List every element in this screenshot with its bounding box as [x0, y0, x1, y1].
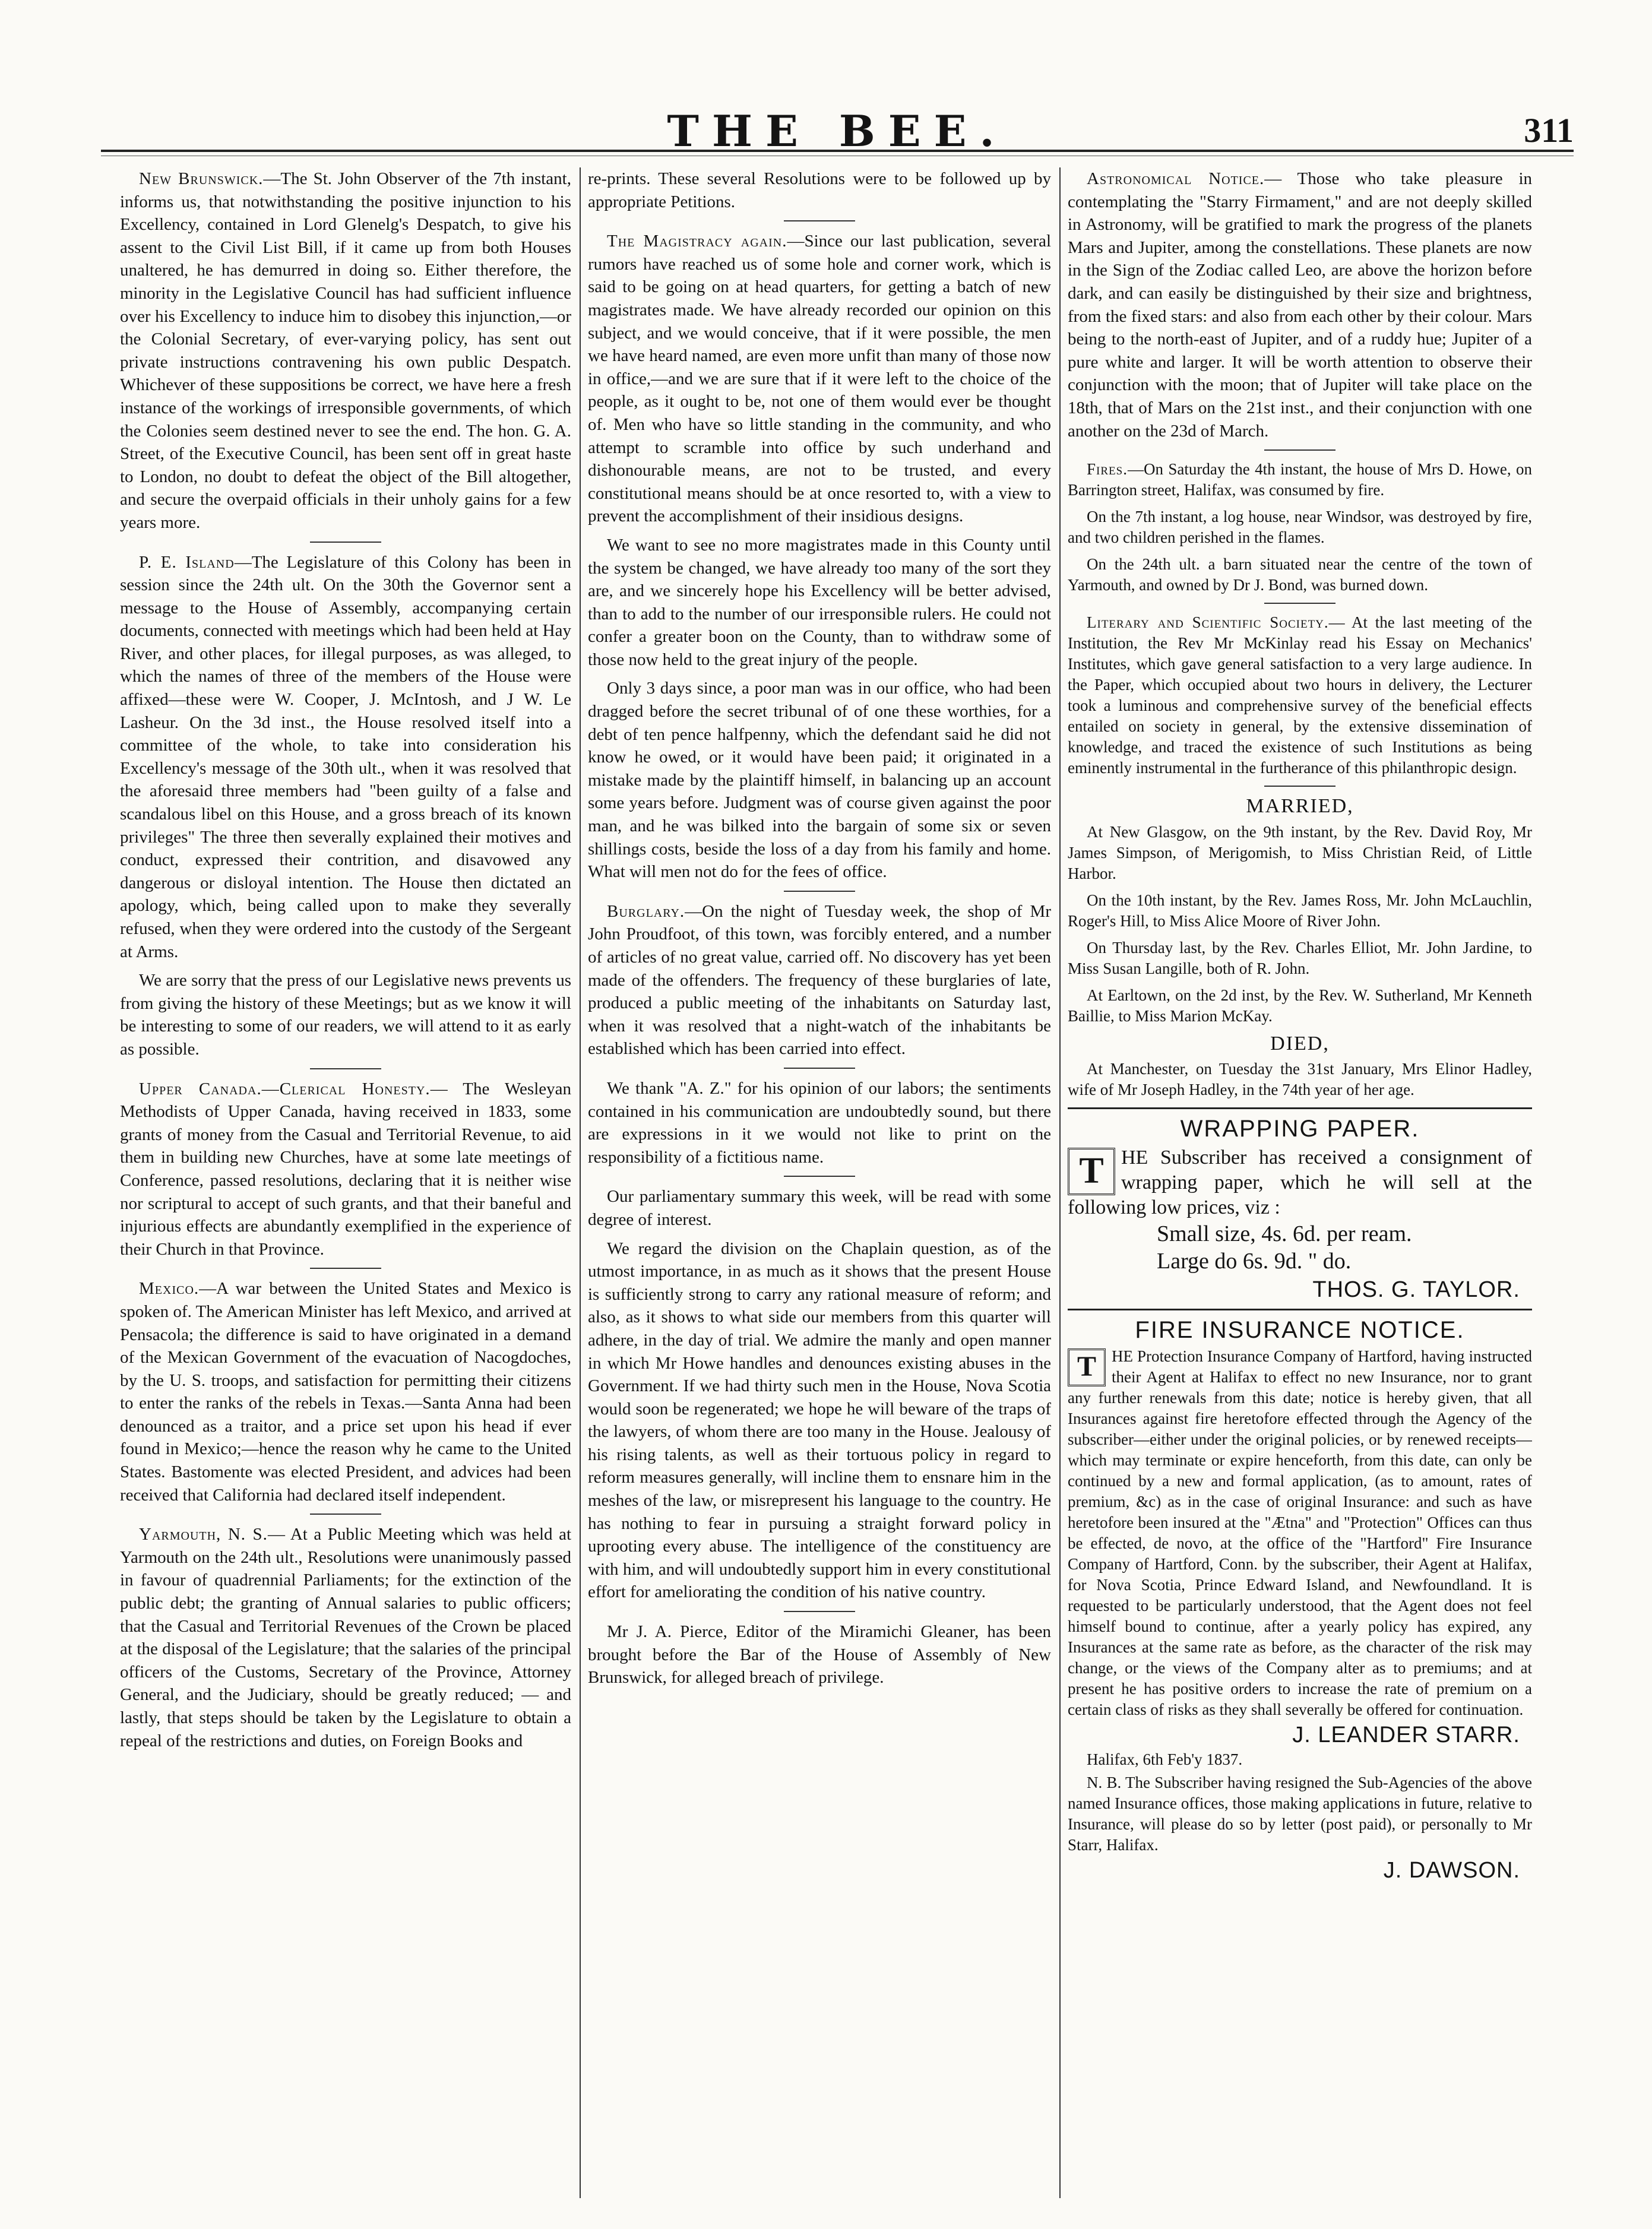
article-heading: P. E. Island: [139, 552, 235, 572]
article-new-brunswick: [120, 167, 571, 534]
separator: [1068, 1107, 1532, 1109]
article-body: —A war between the United States and Mexico is spoken of. The American Minister has left Mexico, and arrived at Pensacola; the difference is said to have originated in a demand of the Mexican Government of the evacuation of Nacogdoches, by the U. S. troops, and satisfaction for permitting their citizens to enter the ranks of the rebels in Texas.—Santa Anna had been denounced as a traitor, and a price set upon his head if ever found in Mexico;—hence the reason why he came to the United States. Bastomente was elected President, and advices had been received that California had declared itself independent.: [120, 1279, 571, 1505]
article-body: — The Wesleyan Methodists of Upper Canada, having received in 1833, some grants of money from the Casual and Territorial Revenue, to aid them in building new Churches, have at some late meetings of Conference, passed resolutions, declaring that it is neither wise nor scriptural to accept of such grants, and that their baneful and injurious effects are abundantly exemplified in the experience of their Church in that Province.: [120, 1079, 571, 1259]
article-magistracy: [588, 230, 1051, 528]
wrapping-paper-ad: [1068, 1145, 1532, 1220]
article-body: —On Saturday the 4th instant, the house of Mrs D. Howe, on Barrington street, Halifax, was consumed by fire.: [1068, 460, 1532, 499]
article-yarmouth: [120, 1523, 571, 1752]
article-pierce: Mr J. A. Pierce, Editor of the Miramichi Gleaner, has been brought before the Bar of the House of Assembly of New Brunswick, for alleged breach of privilege.: [588, 1622, 1051, 1687]
notice-text: HE Protection Insurance Company of Hartford, having instructed their Agent at Halifax to effect no new Insurance, nor to grant any further renewals from this date; notice is hereby given, that all Insurances against fire heretofore effected through the Agency of the subscriber—either under the original policies, or by renewed receipts—which may terminate or expire henceforth, from this date, can only be continued by a new and formal application, (as to amount, rates of premium, &c) as in the case of original Insurance: and such as have heretofore been insured at the "Ætna" and "Protection" Offices can thus be effected, de novo, at the office of the "Hartford" Fire Insurance Company of Hartford, Conn. by the subscriber, their Agent at Halifax, for Nova Scotia, Prince Edward Island, and Newfoundland. It is requested to be particularly understood, that the Agent does not feel himself bound to continue, after a yearly policy has expired, any Insurances at the same rate as before, as the character of the risk may change, or the views of the Company alter as to premiums; and at present he has positive orders to increase the rate of premium on a certain class of risks as they shall severally be offered for continuation.: [1068, 1347, 1532, 1719]
died-notices: [1068, 1059, 1532, 1100]
married-heading: MARRIED,: [1246, 795, 1354, 818]
article-paragraph: We are sorry that the press of our Legislative news prevents us from giving the history of these Meetings; but as we know it will be interesting to some of our readers, we will attend to it as early as possible.: [120, 971, 571, 1059]
separator: [784, 891, 855, 892]
article-paragraph: [1068, 459, 1532, 501]
married-entry: On the 10th instant, by the Rev. James Ross, Mr. John McLauchlin, Roger's Hill, to Miss Alice Moore of River John.: [1068, 891, 1532, 930]
article-body: —Since our last publication, several rumors have reached us of some hole and corner work, which is said to be going on at head quarters, for getting a batch of new magistrates made. We have already recorded our opinion on this subject, and we would conceive, that if it were possible, the men we have heard named, are even more unfit than many of those now in office,—and we are sure that if it were left to the choice of the people, as it ought to be, not one of them would ever be thought of. Men who have so little standing in the community, and who attempt to scramble into office by such underhand and dishonourable means, are not to be trusted, and every constitutional means should be at once resorted to, with a view to prevent the accomplishment of their insidious designs.: [588, 232, 1051, 526]
fire-insurance-notice: [1068, 1346, 1532, 1720]
article-paragraph: [1068, 612, 1532, 778]
article-body: —The Legislature of this Colony has been in session since the 24th ult. On the 30th the Governor sent a message to the House of Assembly, accompanying certain documents, connected with meetings which had been held at Hay River, and other places, for illegal purposes, as was alleged, to which the names of three of the members of the House were affixed—these were W. Cooper, J. McIntosh, and J W. Le Lasheur. On the 3d inst., the House resolved itself into a committee of the whole, to take into consideration his Excellency's message of the 30th ult., when it was resolved that the aforesaid three members had "been guilty of a false and scandalous libel on this House, and a gross breach of its known privileges" The three then severally explained their motives and conduct, expressed their contrition, and disavowed any dangerous or disloyal intention. The House then dictated an apology, which, being called upon to make they severally refused, when they were ordered into the custody of the Sergeant at Arms.: [120, 552, 571, 961]
price-large: Large do 6s. 9d. " do.: [1157, 1248, 1352, 1274]
article-heading: Upper Canada.—Clerical Honesty.: [139, 1079, 431, 1098]
masthead-rule: [101, 150, 1574, 152]
separator: [784, 220, 855, 221]
column-2: [588, 167, 1051, 2198]
ad-text: HE Subscriber has received a consignment of wrapping paper, which he will sell at the following low prices, viz :: [1068, 1146, 1532, 1218]
article-paragraph: We want to see no more magistrates made in this County until the system be changed, we have already too many of the sort they are, and we sincerely hope his Excellency will be better advised, than to add to the number of our irresponsible rulers. He could not confer a greater boon on the County, than to withdraw some of those now held to the great injury of the people.: [588, 535, 1051, 669]
article-heading: The Magistracy again.: [607, 232, 787, 251]
separator: [784, 1611, 855, 1612]
separator: [784, 1176, 855, 1177]
died-heading: DIED,: [1270, 1032, 1330, 1055]
separator: [1264, 786, 1335, 787]
article-pei: [120, 551, 571, 964]
drop-cap: T: [1068, 1148, 1115, 1195]
separator: [1068, 1309, 1532, 1310]
notice-date: Halifax, 6th Feb'y 1837.: [1087, 1750, 1243, 1768]
married-entry: At New Glasgow, on the 9th instant, by the Rev. David Roy, Mr James Simpson, of Merigomish, to Miss Christian Reid, of Little Harbor.: [1068, 822, 1532, 882]
wrapping-paper-title: WRAPPING PAPER.: [1180, 1116, 1420, 1142]
column-divider-2: [1059, 167, 1061, 2198]
newspaper-title: THE BEE.: [667, 106, 1008, 156]
drop-cap: T: [1068, 1348, 1106, 1386]
separator: [784, 1068, 855, 1069]
fire-insurance-title: FIRE INSURANCE NOTICE.: [1135, 1316, 1465, 1343]
article-heading: Yarmouth, N. S.: [139, 1525, 268, 1544]
masthead: [101, 106, 1574, 159]
died-entry: At Manchester, on Tuesday the 31st January, Mrs Elinor Hadley, wife of Mr Joseph Hadley, in the 74th year of her age.: [1068, 1060, 1532, 1099]
married-notices: [1068, 822, 1532, 1027]
article-paragraph: On the 24th ult. a barn situated near the centre of the town of Yarmouth, and owned by Dr J. Bond, was burned down.: [1068, 555, 1532, 594]
article-paragraph: On the 7th instant, a log house, near Windsor, was destroyed by fire, and two children perished in the flames.: [1068, 508, 1532, 547]
separator: [310, 1068, 381, 1069]
article-astronomical: [1068, 167, 1532, 442]
article-body: —The St. John Observer of the 7th instant, informs us, that notwithstanding the positive injunction to his Excellency, contained in Lord Glenelg's Despatch, to give his assent to the Civil List Bill, if it came up from both Houses unaltered, he has demurred in doing so. Either therefore, the minority in the Legislative Council has had sufficient influence over his Excellency to induce him to disobey this injunction,—or the Colonial Secretary, of ever-varying policy, has sent out private instructions contravening his own public Despatch. Whichever of these suppositions be correct, we have here a fresh instance of the workings of irresponsible governments, of which the Colonies seem destined never to see the end. The hon. G. A. Street, of the Executive Council, has been sent off in great haste to London, no doubt to defeat the object of the Bill altogether, and secure the overpaid officials in their unholy gains for a few years more.: [120, 169, 571, 532]
price-small: Small size, 4s. 6d. per ream.: [1157, 1221, 1412, 1246]
article-body: — At a Public Meeting which was held at Yarmouth on the 24th ult., Resolutions were unanimously passed in favour of quadrennial Parliaments; for the extinction of the public debt; the granting of Annual salaries to public officers; that the Casual and Territorial Revenues of the Crown be placed at the disposal of the Legislature; that the salaries of the principal officers of the Customs, Secretary of the Province, Attorney General, and the Judiciary, should be greatly reduced; — and lastly, that steps should be taken by the Legislature to obtain a repeal of the restrictions and duties, on Foreign Books and: [120, 1525, 571, 1750]
separator: [310, 1514, 381, 1515]
article-body: — At the last meeting of the Institution, the Rev Mr McKinlay read his Essay on Mechanics' Institutes, which gave general satisfaction to a very large audience. In the Paper, which occupied about two hours in delivery, the Lecturer took a luminous and comprehensive survey of the beneficial effects entailed on society in general, by the extensive dissemination of knowledge, and traced the existence of such Institutions as being eminently instrumental in the furtherance of this philanthropic design.: [1068, 613, 1532, 777]
article-paragraph: We regard the division on the Chaplain question, as of the utmost importance, in as much as it shows that the present House is sufficiently strong to carry any rational measure of reform; and also, as it shows to what side our members from this quarter will adhere, in the day of trial. We admire the manly and open manner in which Mr Howe handles and denounces existing abuses in the Government. If we had thirty such men in the House, Nova Scotia would soon be regenerated; we hope he will beware of the traps of the lawyers, of whom there are too many in the House. Jealousy of his rising talents, as well as their tortuous policy in regard to reform measures generally, will incline them to ensnare him in the meshes of the law, or misrepresent his language to the country. He has nothing to fear in pursuing a straight forward policy in uprooting every abuse. The intelligence of the constituency are with him, and will undoubtedly support him in every constitutional effort for ameliorating the condition of his native country.: [588, 1239, 1051, 1602]
article-heading: New Brunswick.: [139, 169, 264, 188]
article-literary-society: [1068, 612, 1532, 778]
page-number: 311: [1524, 111, 1574, 150]
column-3: [1068, 167, 1532, 2198]
article-heading: Fires.: [1087, 460, 1128, 479]
article-az: We thank "A. Z." for his opinion of our labors; the sentiments contained in his communication are undoubtedly sound, but there are expressions in it we would not like to print on the responsibility of a fictitious name.: [588, 1078, 1051, 1167]
price-list: [1157, 1220, 1532, 1275]
married-entry: At Earltown, on the 2d inst, by the Rev. W. Sutherland, Mr Kenneth Baillie, to Miss Marion McKay.: [1068, 986, 1532, 1025]
article-mexico: [120, 1277, 571, 1506]
column-1: [120, 167, 571, 2198]
article-upper-canada: [120, 1078, 571, 1261]
separator: [310, 1268, 381, 1269]
nb-signature: J. DAWSON.: [1383, 1857, 1520, 1883]
column-divider-1: [580, 167, 581, 2198]
separator: [310, 542, 381, 543]
article-body: — Those who take pleasure in contemplating the "Starry Firmament," and are not deeply skilled in Astronomy, will be gratified to mark the progress of the planets Mars and Jupiter, among the constellations. These planets are now in the Sign of the Zodiac called Leo, are above the horizon before dark, and can easily be distinguished by their size and brightness, from the fixed stars: and also from each other by their colour. Mars being to the north-east of Jupiter, and of a ruddy hue; Jupiter of a pure white and larger. It will be worth attention to observe their conjunction with the moon; that of Jupiter will take place on the 18th, that of Mars on the 21st inst., and their conjunction with one another on the 23d of March.: [1068, 169, 1532, 441]
article-paragraph: Only 3 days since, a poor man was in our office, who had been dragged before the secret tribunal of of one these worthies, for a debt of ten pence halfpenny, which the defendant said he did not know he owed, or it would have been paid; it originated in a mistake made by the plaintiff himself, in balancing up an account some years before. Judgment was of course given against the poor man, and he was bilked into the bargain of some six or seven shillings costs, beside the loss of a day from his family and home. What will men not do for the fees of office.: [588, 679, 1051, 882]
article-parliament: Our parliamentary summary this week, will be read with some degree of interest.: [588, 1187, 1051, 1229]
separator: [1264, 603, 1335, 604]
notice-signature: J. LEANDER STARR.: [1292, 1723, 1520, 1748]
advertiser-signature: THOS. G. TAYLOR.: [1312, 1277, 1520, 1302]
article-continuation: re-prints. These several Resolutions were to be followed up by appropriate Petitions.: [588, 169, 1051, 211]
nb-notice: N. B. The Subscriber having resigned the Sub-Agencies of the above named Insurance offices, those making applications in future, relative to Insurance, will please do so by letter (post paid), or personally to Mr Starr, Halifax.: [1068, 1773, 1532, 1854]
article-fires: [1068, 459, 1532, 596]
married-entry: On Thursday last, by the Rev. Charles Elliot, Mr. John Jardine, to Miss Susan Langille, both of R. John.: [1068, 938, 1532, 977]
article-heading: Literary and Scientific Society.: [1087, 613, 1329, 632]
article-heading: Burglary.: [607, 901, 685, 921]
article-heading: Mexico.: [139, 1279, 200, 1299]
article-burglary: [588, 900, 1051, 1060]
separator: [1264, 449, 1335, 451]
article-body: —On the night of Tuesday week, the shop of Mr John Proudfoot, of this town, was forcibly entered, and a number of articles of no great value, carried off. No discovery has yet been made of the offenders. The frequency of these burglaries of late, produced a public meeting of the inhabitants on Saturday last, when it was resolved that a night-watch of the inhabitants be established which has been carried into effect.: [588, 901, 1051, 1059]
article-heading: Astronomical Notice.: [1087, 169, 1265, 188]
